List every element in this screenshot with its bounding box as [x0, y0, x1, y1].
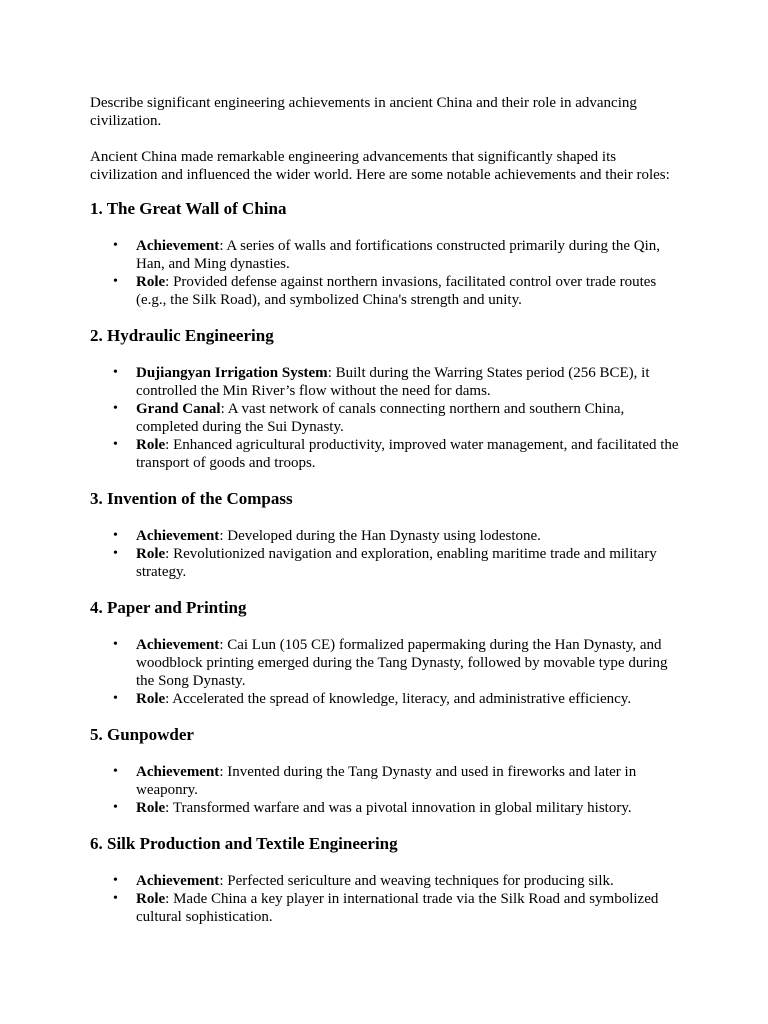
- intro-paragraph: Ancient China made remarkable engineering advancements that significantly shaped its civilization and influenced the wider world. Here are some notable achievements and their roles:: [90, 149, 670, 183]
- bullet-list: [90, 237, 680, 309]
- item-term: Dujiangyan Irrigation System: [136, 365, 328, 381]
- item-text: : Made China a key player in international trade via the Silk Road and symbolized cultural sophistication.: [136, 891, 659, 925]
- item-term: Achievement: [136, 528, 220, 544]
- item-text: : Enhanced agricultural productivity, improved water management, and facilitated the transport of goods and troops.: [136, 437, 679, 471]
- item-text: : Invented during the Tang Dynasty and used in fireworks and later in weaponry.: [136, 764, 637, 798]
- list-item: [90, 527, 680, 545]
- item-text: : A vast network of canals connecting northern and southern China, completed during the Sui Dynasty.: [136, 401, 625, 435]
- bullet-icon: •: [113, 437, 118, 452]
- bullet-icon: •: [113, 800, 118, 815]
- bullet-icon: •: [113, 401, 118, 416]
- item-term: Role: [136, 437, 166, 453]
- item-text: : Developed during the Han Dynasty using lodestone.: [219, 528, 541, 544]
- bullet-icon: •: [113, 546, 118, 561]
- bullet-list: [90, 527, 680, 581]
- prompt-paragraph: Describe significant engineering achievements in ancient China and their role in advancing civilization.: [90, 95, 637, 129]
- item-text: : Transformed warfare and was a pivotal innovation in global military history.: [165, 800, 632, 816]
- bullet-icon: •: [113, 274, 118, 289]
- item-text: : Revolutionized navigation and exploration, enabling maritime trade and military strategy.: [136, 546, 657, 580]
- item-text: : Provided defense against northern invasions, facilitated control over trade routes (e.g., the Silk Road), and symbolized China's strength and unity.: [136, 274, 657, 308]
- section-heading: 1. The Great Wall of China: [90, 199, 287, 218]
- item-term: Role: [136, 800, 166, 816]
- list-item: [90, 545, 680, 581]
- list-item: [90, 890, 680, 926]
- bullet-icon: •: [113, 365, 118, 380]
- item-term: Role: [136, 274, 166, 290]
- item-text: : Built during the Warring States period (256 BCE), it controlled the Min River’s flow without the need for dams.: [136, 365, 650, 399]
- item-term: Achievement: [136, 238, 220, 254]
- document-content: [90, 94, 680, 942]
- list-item: [90, 636, 680, 690]
- item-text: : A series of walls and fortifications constructed primarily during the Qin, Han, and Ming dynasties.: [136, 238, 661, 272]
- item-term: Role: [136, 546, 166, 562]
- bullet-icon: •: [113, 637, 118, 652]
- bullet-list: [90, 636, 680, 708]
- item-term: Achievement: [136, 873, 220, 889]
- list-item: [90, 799, 680, 817]
- list-item: [90, 237, 680, 273]
- bullet-list: [90, 872, 680, 926]
- item-text: : Perfected sericulture and weaving techniques for producing silk.: [219, 873, 614, 889]
- bullet-icon: •: [113, 238, 118, 253]
- item-text: : Accelerated the spread of knowledge, literacy, and administrative efficiency.: [165, 691, 632, 707]
- item-term: Role: [136, 691, 166, 707]
- list-item: [90, 273, 680, 309]
- bullet-icon: •: [113, 873, 118, 888]
- bullet-list: [90, 364, 680, 472]
- bullet-icon: •: [113, 891, 118, 906]
- bullet-icon: •: [113, 691, 118, 706]
- bullet-icon: •: [113, 528, 118, 543]
- section-heading: 5. Gunpowder: [90, 725, 194, 744]
- bullet-icon: •: [113, 764, 118, 779]
- list-item: [90, 690, 680, 708]
- section-heading: 4. Paper and Printing: [90, 598, 247, 617]
- sections-container: [90, 198, 680, 926]
- item-term: Achievement: [136, 637, 220, 653]
- bullet-list: [90, 763, 680, 817]
- section-heading: 6. Silk Production and Textile Engineering: [90, 834, 398, 853]
- item-text: : Cai Lun (105 CE) formalized papermaking during the Han Dynasty, and woodblock printing emerged during the Tang Dynasty, followed by movable type during the Song Dynasty.: [136, 637, 668, 689]
- list-item: [90, 400, 680, 436]
- list-item: [90, 763, 680, 799]
- item-term: Achievement: [136, 764, 220, 780]
- list-item: [90, 364, 680, 400]
- list-item: [90, 872, 680, 890]
- item-term: Grand Canal: [136, 401, 221, 417]
- section-heading: 2. Hydraulic Engineering: [90, 326, 274, 345]
- item-term: Role: [136, 891, 166, 907]
- list-item: [90, 436, 680, 472]
- section-heading: 3. Invention of the Compass: [90, 489, 293, 508]
